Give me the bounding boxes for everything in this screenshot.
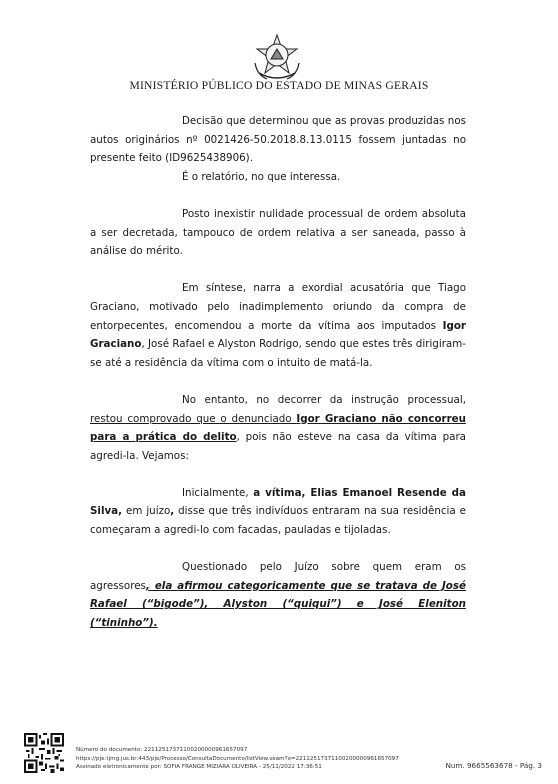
- paragraph: Posto inexistir nulidade processual de ordem absoluta a ser decretada, tampouco de ordem relativa a ser saneada, passo à análise do mérito.: [90, 207, 466, 258]
- paragraph: Inicialmente, a vítima, Elias Emanoel Resende da Silva, em juízo, disse que três indivíduos entraram na sua residência e começaram a agredi-lo com facadas, pauladas e tijoladas.: [90, 486, 466, 537]
- page-number: Num. 9665563678 - Pág. 3: [445, 761, 542, 770]
- institution-header: MINISTÉRIO PÚBLICO DO ESTADO DE MINAS GERAIS: [129, 79, 429, 92]
- document-body: [90, 112, 466, 651]
- paragraph: No entanto, no decorrer da instrução processual, restou comprovado que o denunciado Igor Graciano não concorreu para a prática do delito, pois não esteve na casa da vítima para agredi-la. Vejamos:: [90, 393, 466, 462]
- paragraph: Em síntese, narra a exordial acusatória que Tiago Graciano, motivado pelo inadimplemento oriundo da compra de entorpecentes, encomendou a morte da vítima aos imputados Igor Graciano, José Rafael e Alyston Rodrigo, sendo que estes três dirigiram-se até a residência da vítima com o intuito de matá-la.: [90, 282, 466, 369]
- document-url[interactable]: https://pje.tjmg.jus.br:443/pje/Processo/ConsultaDocumento/listView.seam?x=22112517371100200000961657097: [76, 755, 399, 762]
- signature-line: Assinado eletronicamente por: SOFIA FRANGE MIZIARA OLIVEIRA - 25/11/2022 17:36:51: [76, 764, 322, 771]
- paragraph: Decisão que determinou que as provas produzidas nos autos originários nº 0021426-50.2018.8.13.0115 fossem juntadas no presente feito (ID9625438906).: [90, 115, 466, 165]
- qr-code-icon: [24, 733, 64, 773]
- coat-of-arms-emblem: [251, 33, 303, 83]
- paragraph: Questionado pelo Juízo sobre quem eram os agressores, ela afirmou categoricamente que se tratava de José Rafael (“bigode”), Alyston (“quiqui”) e José Eleniton (“tininho”).: [90, 561, 466, 630]
- document-number: Número do documento: 22112517371100200000961657097: [76, 747, 248, 753]
- document-metadata: [76, 746, 399, 772]
- paragraph: É o relatório, no que interessa.: [182, 170, 341, 183]
